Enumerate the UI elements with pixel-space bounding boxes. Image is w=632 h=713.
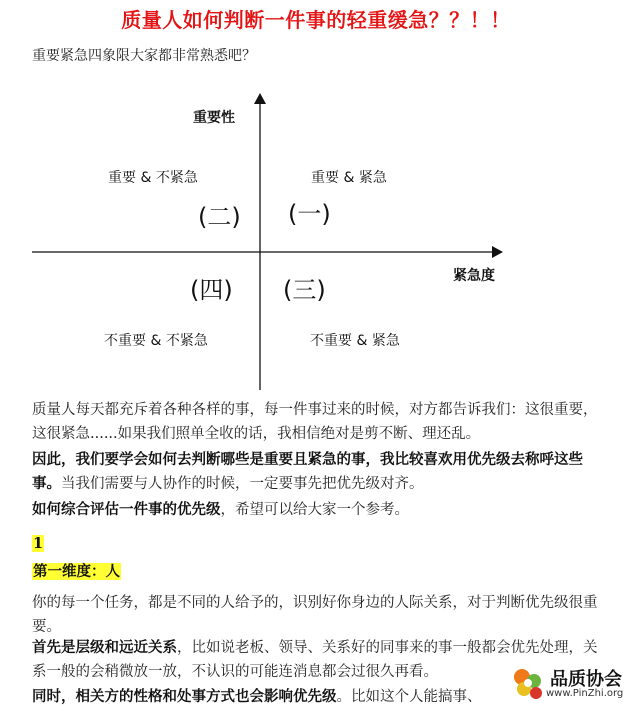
dimension-heading-highlight: 第一维度：人: [33, 563, 120, 580]
quadrant-not-important-not-urgent: 不重要 & 不紧急: [104, 333, 208, 349]
quadrant-number-one: (一): [288, 200, 331, 228]
logo-url: www.PinZhi.org: [546, 688, 624, 699]
paragraph-5-rest: ，比如说老板、领导、关系好的同事来的事一般都会优先处理，关系一般的会稍微放一放，不认识的可能连消息都会过很久再看。: [32, 640, 598, 680]
quadrant-number-four: (四): [190, 276, 233, 304]
quadrant-important-not-urgent: 重要 & 不紧急: [108, 170, 198, 186]
dimension-heading: [32, 560, 602, 584]
intro-text: 重要紧急四象限大家都非常熟悉吧？: [32, 48, 256, 64]
paragraph-4: 你的每一个任务，都是不同的人给予的，识别好你身边的人际关系，对于判断优先级很重要。: [32, 595, 598, 635]
quadrant-number-two: (二): [198, 203, 241, 231]
paragraph-1: 质量人每天都充斥着各种各样的事，每一件事过来的时候，对方都告诉我们：这很重要，这很紧急......如果我们照单全收的话，我相信绝对是剪不断、理还乱。: [32, 402, 598, 442]
x-axis-arrow: [492, 246, 503, 258]
quadrant-number-three: (三): [283, 276, 326, 304]
paragraph-3-rest: ，希望可以给大家一个参考。: [220, 502, 409, 518]
paragraph-2-rest: 当我们需要与人协作的时候，一定要事先把优先级对齐。: [61, 476, 424, 492]
paragraph-3-bold: 如何综合评估一件事的优先级: [32, 501, 221, 518]
quadrant-important-urgent: 重要 & 紧急: [311, 170, 387, 186]
article-title: 质量人如何判断一件事的轻重缓急？？！！: [121, 8, 511, 32]
section-number-highlight: 1: [33, 535, 44, 552]
x-axis-label: 紧急度: [453, 268, 495, 284]
quadrant-not-important-urgent: 不重要 & 紧急: [310, 333, 400, 349]
paragraph-6: [32, 685, 502, 709]
logo-flower-icon: [506, 661, 552, 709]
y-axis-arrow: [254, 93, 266, 104]
paragraph-2-bold: 因此，我们要学会如何去判断哪些是重要且紧急的事，我比较喜欢用优先级去称呼这些事。: [32, 451, 583, 492]
section-number: [32, 532, 602, 556]
paragraph-6-bold: 同时，相关方的性格和处事方式也会影响优先级: [32, 688, 337, 705]
y-axis-label: 重要性: [193, 110, 235, 126]
paragraph-6-rest: 。比如这个人能搞事、: [336, 689, 482, 705]
logo-name: 品质协会: [550, 669, 622, 690]
watermark-logo: [506, 661, 626, 709]
paragraph-5-bold: 首先是层级和远近关系: [32, 639, 177, 656]
paragraph-3: [32, 498, 602, 522]
paragraph-2: [32, 448, 602, 496]
